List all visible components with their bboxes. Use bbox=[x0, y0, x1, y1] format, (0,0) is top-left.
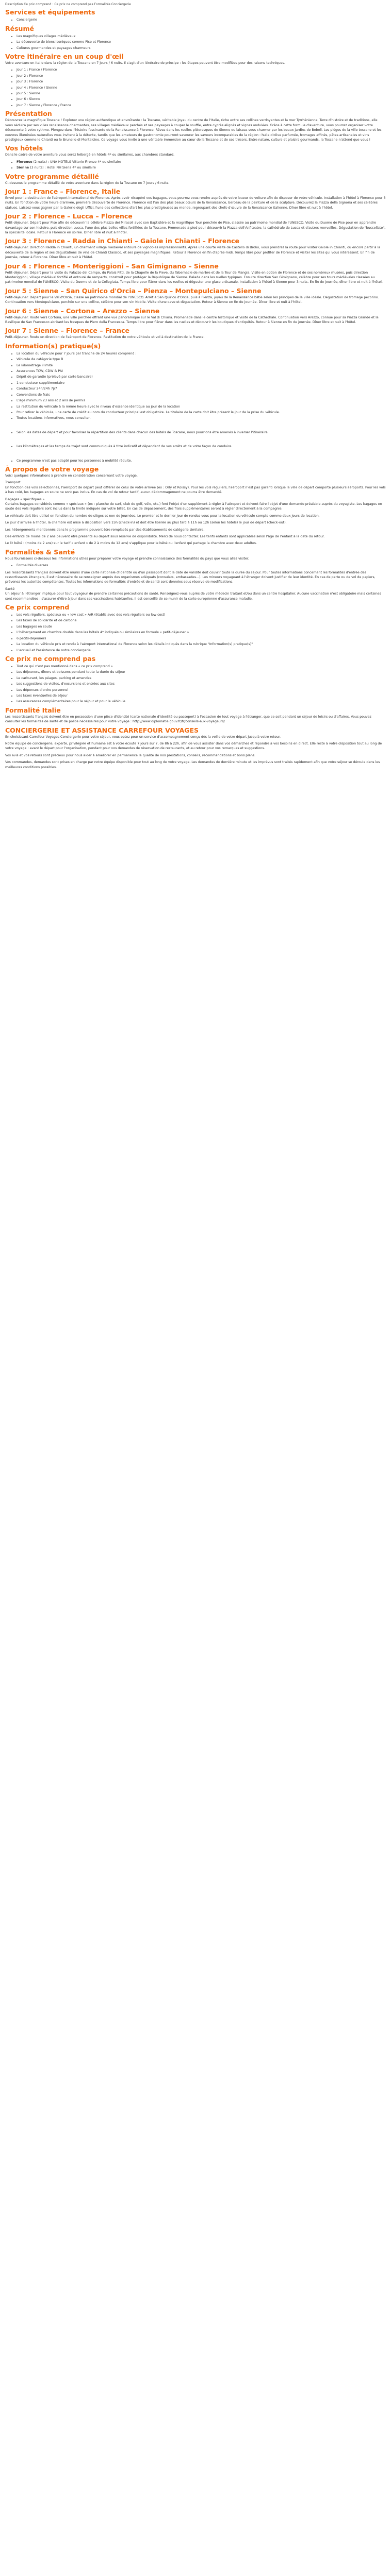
list-item: • La location du véhicule pour 7 jours par tranche de 24 heures comprend : bbox=[17, 351, 386, 356]
child-text: Le lit bébé : (moins de 2 ans) sur le tarif « enfant » de 2 à moins de 12 ans) s'applique pour le bébé ou l'enfant qui partage la chambre avec deux adultes. bbox=[5, 541, 257, 546]
list-item: • Jour 1 : France / Florence bbox=[17, 67, 386, 72]
list-item: • La découverte de biens iconiques comme Pise et Florence bbox=[17, 40, 386, 44]
list-item: • Les vols réguliers, spéciaux ou « low cost » A/R (établis avec des vols réguliers ou low cost) bbox=[17, 613, 386, 617]
formalites-text: Les ressortissants français doivent être munis d'une carte nationale d'identité ou d'un passeport dont la date de validité doit couvrir toute la durée du séjour. Pour toutes informations concernant les formalités d'entrée des ressortissants étrangers, il est nécessaire de se renseigner auprès des organismes adéquats (consulats, ambassades...). Les mineurs voyageant à l'étranger doivent justifier de leur identité. En cas de perte ou de vol de papiers, prévenez les autorités compétentes. Toutes les informations de formalités d'entrée et de santé sont données sous réserve de modifications. bbox=[5, 570, 376, 584]
resume-list bbox=[5, 34, 386, 50]
formalites-list bbox=[5, 563, 386, 568]
list-item: • Cultures gourmandes et paysages charmeurs bbox=[17, 46, 386, 50]
page bbox=[0, 0, 391, 782]
itinerary-title: Votre itinéraire en un coup d'œil bbox=[5, 53, 124, 61]
list-item: • Les déjeuners, dîners et boissons pendant toute la durée du séjour bbox=[17, 670, 386, 674]
list-item: • Les bagages en soute bbox=[17, 624, 386, 629]
list-item: • Les taxes éventuelles de séjour bbox=[17, 693, 386, 698]
apropos-intro: Voici quelques informations à prendre en considération concernant votre voyage. bbox=[5, 473, 138, 478]
hotel-text: Le jour d'arrivée à l'hôtel, la chambre est mise à disposition vers 15h (check-in) et doit être libérée au plus tard à 11h ou 12h (selon les hôtels) le jour de départ (check-out). bbox=[5, 521, 287, 525]
list-item: • Le kilométrage illimité bbox=[17, 363, 386, 368]
services-title: Services et équipements bbox=[5, 8, 95, 16]
itinerary-list bbox=[5, 67, 386, 108]
hotels-list bbox=[5, 160, 386, 171]
list-item: • L'hébergement en chambre double dans les hôtels 4* indiqués ou similaires en formule « petit-déjeuner » bbox=[17, 630, 386, 635]
day-title: Jour 2 : Florence – Lucca – Florence bbox=[5, 212, 133, 221]
list-item: • Toutes locations informatives, nous consulter. bbox=[17, 416, 386, 420]
list-item: • Le carburant, les péages, parking et amendes bbox=[17, 676, 386, 681]
header-description: Description Ce prix comprend : Ce prix ne comprend pas Formalités Conciergerie bbox=[5, 3, 131, 6]
presentation-text: Découvrez la magnifique Toscane ! Explorez une région authentique et envoûtante : la Toscane, véritable joyau du centre de l'Italie, riche entre ses collines verdoyantes et la mer Tyrrhénienne. Terre d'histoire et de traditions, elle vous séduira par ses villes renaissance charmantes, ses villages médiévaux perchés et ses paysages à couper le souffle, entre cyprès alignés et vignes ondulées. Grâce à cette formule d'aventure, vous pourrez organiser votre découverte à votre rythme. Plongez dans l'histoire fascinante de la Renaissance à Florence. Rêvez dans les ruelles pittoresques de Sienne ou laissez-vous charmer par les beaux jardins de Boboli. Les pièges de la ville toscane et les oeuvres illuminées naturelles vous invitent à la détente, tandis que les amateurs de gastronomie pourront savourer les saveurs incomparables de la région : huile d'olive parfumée, fromages affinés, pâtes artisanales et vins prestigieux comme le Chianti ou le Brunello di Montalcino. Ce voyage vous invite à une véritable immersion au cœur de la Toscane et de ses trésors. Entre nature, culture et plaisirs gourmands, la Toscane n'attend que vous ! bbox=[5, 118, 382, 142]
day-text: Envol pour la destination de l'aéroport international de Florence. Après avoir récupéré vos bagages, vous pourrez vous rendre auprès de votre loueur de voiture afin de disposer de votre véhicule. Installation à l'hôtel à Florence pour 3 nuits. En fonction de votre heure d'arrivée, première découverte de Florence. Florence est l'un des plus beaux cœurs de la Renaissance, berceau de la peinture et de la sculpture. Découvrez la Piazza della Signoria et ses célèbres statues. Laissez-vous gagner par la Galerie degli Uffizi, l'une des collections d'art les plus prestigieuses au monde, regroupant des chefs-d'œuvre de la Renaissance italienne. Dîner libre et nuit à l'hôtel. bbox=[5, 196, 386, 210]
list-item: • Formalités diverses bbox=[17, 563, 386, 568]
day-text: Petit-déjeuner. Départ pour Pise afin de découvrir la célèbre Piazza dei Miracoli avec son Baptistère et la magnifique Tour penchée de Pise, classée au patrimoine mondial de l'UNESCO. Visite du Duomo de Pise pour en apprendre davantage sur son histoire, puis direction Lucca, l'une des plus belles villes fortifiées de la Toscane. Promenade à pied pour découvrir la Piazza dell'Anfiteatro, la cathédrale de Lucca et d'autres merveilles. Dégustation de "buccellato", la spécialité locale. Retour à Florence en soirée. Dîner libre et nuit à l'hôtel. bbox=[5, 221, 386, 234]
services-list bbox=[5, 18, 386, 22]
day-title: Jour 1 : France – Florence, Italie bbox=[5, 187, 121, 195]
list-item bbox=[17, 160, 386, 164]
day-text: Petit-déjeuner. Départ pour le Val d'Orcia, classé au patrimoine mondial de l'UNESCO. Arrêt à San Quirico d'Orcia, puis à Pienza, joyau de la Renaissance bâtie selon les principes de la ville idéale. Dégustation de fromage pecorino. Continuation vers Montepulciano, perchée sur une colline, célèbre pour son vin Nobile. Visite d'une cave et dégustation. Retour à Sienne en fin de journée. Dîner libre et nuit à l'hôtel. bbox=[5, 295, 379, 304]
info-list-3 bbox=[5, 444, 386, 449]
formalites-title: Formalités & Santé bbox=[5, 548, 75, 556]
info-list bbox=[5, 351, 386, 421]
list-item: • Jour 4 : Florence / Sienne bbox=[17, 86, 386, 90]
prix-ne-comprend-title: Ce prix ne comprend pas bbox=[5, 654, 96, 663]
list-item: • Jour 6 : Sienne bbox=[17, 97, 386, 101]
list-item: • Jour 7 : Sienne / Florence / France bbox=[17, 103, 386, 108]
hotel-city: Florence bbox=[17, 160, 32, 164]
list-item: • La location du véhicule pris et rendu à l'aéroport international de Florence selon les détails indiqués dans la rubrique "Information(s) pratique(s)" bbox=[17, 642, 386, 647]
apropos-title: À propos de votre voyage bbox=[5, 465, 99, 473]
day-title: Jour 3 : Florence – Radda in Chianti – Gaiole in Chianti – Florence bbox=[5, 237, 239, 245]
formalites-intro: Nous fournissons ci-dessous les informations utiles pour préparer votre voyage et prendre connaissance des formalités du pays que vous allez visiter. bbox=[5, 556, 249, 561]
list-item: • 6 petits-déjeuners bbox=[17, 636, 386, 641]
day-text: Petit-déjeuner. Direction Radda in Chianti, un charmant village médiéval entouré de vignobles impressionnants. Après une courte visite de Castello di Brolio, vous prendrez la route pour visiter Gaiole in Chianti, ou encore partir à la découverte de la région et ses dégustations de vins de Chianti Classico, et ses paysages magnifiques. Retour à Florence en fin d'après-midi. Temps libre pour profiter de Florence et visiter les sites qui vous intéressent. En fin de journée, retour à Florence. Dîner libre et nuit à l'hôtel. bbox=[5, 246, 381, 260]
conciergerie-text-4: Vos commandes, demandes sont prises en charge par notre équipe disponible pour tout au long de votre voyage. Les demandes de dernière minute et les imprévus sont traités rapidement afin que votre séjour se déroule dans les meilleures conditions possibles. bbox=[5, 760, 380, 769]
list-item bbox=[17, 165, 386, 170]
hotel-detail: (3 nuits) : Hotel NH Siena 4* ou similaire bbox=[29, 166, 96, 170]
day-text: Petit-déjeuner. Route en direction de l'aéroport de Florence. Restitution de votre véhicule et vol à destination de la France. bbox=[5, 335, 205, 340]
list-item: • La restitution du véhicule à la même heure avec le niveau d'essence identique au jour de la location bbox=[17, 404, 386, 409]
transport-text: En fonction des vols sélectionnés, l'aéroport de départ peut différer de celui de votre arrivée (ex : Orly et Roissy). Pour les vols réguliers, l'aéroport n'est pas garanti lorsque la ville de départ comporte plusieurs aéroports. Pour les vols à bas coût, les bagages en soute ne sont pas inclus. En cas de vol de retour tardif, aucun dédommagement ne pourra être demandé. bbox=[5, 485, 386, 495]
sante-text: Un séjour à l'étranger implique pour tout voyageur de prendre certaines précautions de santé. Renseignez-vous auprès de votre médecin traitant et/ou dans un centre hospitalier. Aucune vaccination n'est obligatoire mais certaines sont recommandées : s'assurer d'être à jour dans ses vaccinations habituelles. Il est conseillé de se munir de la carte européenne d'assurance maladie. bbox=[5, 592, 381, 601]
list-item: • Conducteur 24h/24h 7j/7 bbox=[17, 386, 386, 391]
presentation-title: Présentation bbox=[5, 110, 52, 118]
list-item: • Les magnifiques villages médiévaux bbox=[17, 34, 386, 39]
list-item: • Conciergerie bbox=[17, 18, 386, 22]
list-item: • Pour retirer le véhicule, une carte de crédit au nom du conducteur principal est obligatoire. Le titulaire de la carte doit être présent le jour de la prise du véhicule. bbox=[17, 410, 386, 415]
programme-title: Votre programme détaillé bbox=[5, 172, 99, 180]
list-item: • Les assurances complémentaires pour le séjour et pour le véhicule bbox=[17, 699, 386, 704]
baggage-label: Bagages « spécifiques » bbox=[5, 497, 45, 501]
list-item: • Jour 2 : Florence bbox=[17, 74, 386, 78]
day-title: Jour 5 : Sienne – San Quirico d'Orcia – Pienza – Montepulciano – Sienne bbox=[5, 286, 262, 295]
vehicle-text: Le véhicule doit être utilisé en fonction du nombre de sièges et non de journées. Le premier et le dernier jour de rendez-vous pour la location du véhicule compte comme deux jours de location. bbox=[5, 514, 320, 518]
prix-comprend-title: Ce prix comprend bbox=[5, 603, 70, 612]
resume-title: Résumé bbox=[5, 24, 34, 32]
prix-ne-comprend-list bbox=[5, 664, 386, 704]
list-item: • Les suggestions de visites, d'excursions et entrées aux sites bbox=[17, 682, 386, 686]
conditions-text: Les hébergements mentionnés dans le programme peuvent être remplacés par des établissements de catégorie similaire. bbox=[5, 528, 205, 532]
transport-label: Transport bbox=[5, 481, 21, 485]
itinerary-intro: Votre aventure en Italie dans la région de la Toscane en 7 jours / 6 nuits. Il s'agit d'un itinéraire de principe : les étapes peuvent être modifiées pour des raisons techniques. bbox=[5, 61, 285, 65]
day-text: Petit-déjeuner. Départ pour la visite du Palazzo del Campo, du Palais Pitti, de la Chapelle de la Pieve, du Tabernacle de marbre et de la Tour de Mangia. Visite en option de Florence et de ses nombreux musées, puis direction Monteriggioni, village médiéval fortifié et entouré de remparts, construit pour protéger la République de Sienne. Balade dans les ruelles typiques. Ensuite direction San Gimignano, célèbre pour ses tours médiévales classées au patrimoine mondial de l'UNESCO. Visite du Duomo et de la Collegiata. Temps libre pour flâner dans les ruelles et déguster une glace artisanale. Installation à l'hôtel à Sienne pour 3 nuits. En fin de journée, dîner libre et nuit à l'hôtel. bbox=[5, 270, 383, 284]
day-title: Jour 4 : Florence – Monteriggioni – San Gimignano – Sienne bbox=[5, 262, 219, 270]
conciergerie-text-1: En choisissant Carrefour Voyages Conciergerie pour votre séjour, vous optez pour un service d'accompagnement conçu dès la veille de votre départ jusqu'à votre retour. bbox=[5, 735, 281, 739]
prix-comprend-list bbox=[5, 613, 386, 653]
day-text: Petit-déjeuner. Route vers Cortona, une ville perchée offrant une vue panoramique sur le Val di Chiana. Promenade dans le centre historique et visite de la Cathédrale. Continuation vers Arezzo, connue pour sa Piazza Grande et la Basilique de San Francesco abritant les fresques de Piero della Francesca. Temps libre pour flâner dans les ruelles et découvrir les boutiques d'antiquités. Retour à Sienne en fin de journée. Dîner libre et nuit à l'hôtel. bbox=[5, 315, 379, 325]
list-item: • Assurances TCW, CDW & PAI bbox=[17, 369, 386, 374]
list-item: • 1 conducteur supplémentaire bbox=[17, 381, 386, 385]
baggage-text: Certains bagages considérés comme « spéciaux » (ex : planche de surf, club de golf, vélo, etc.) font l'objet d'un supplément à régler à l'aéroport et doivent faire l'objet d'une demande préalable auprès du voyagiste. Les bagages en soute des vols réguliers sont inclus dans la limite indiquée sur votre billet. En cas de dépassement, des frais supplémentaires seront à régler directement à la compagnie. bbox=[5, 502, 382, 511]
info-title: Information(s) pratique(s) bbox=[5, 342, 101, 350]
formalite-italie-text: Les ressortissants français doivent être en possession d'une pièce d'identité (carte nationale d'identité ou passeport) à l'occasion de tout voyage à l'étranger, que ce soit pendant un séjour de loisirs ou d'affaires. Vous pouvez consulter les formalités de santé et de police nécessaires pour votre voyage : http://www.diplomatie.gouv.fr/fr/conseils-aux-voyageurs/ bbox=[5, 715, 371, 724]
info-list-2 bbox=[5, 430, 386, 435]
list-item: • Conventions de frais bbox=[17, 393, 386, 397]
list-item: • Dépôt de garantie (prélevé par carte bancaire) bbox=[17, 375, 386, 379]
info-list-4 bbox=[5, 459, 386, 463]
hotels-intro: Dans le cadre de votre aventure vous serez hébergé en hôtels 4* ou similaires, aux chambres standard. bbox=[5, 153, 174, 157]
conciergerie-title: CONCIERGERIE ET ASSISTANCE CARREFOUR VOYAGES bbox=[5, 726, 199, 734]
list-item: • Les taxes de solidarité et de carbone bbox=[17, 618, 386, 623]
hotels-title: Vos hôtels bbox=[5, 144, 43, 152]
day-title: Jour 6 : Sienne – Cortona – Arezzo – Sienne bbox=[5, 307, 160, 315]
list-item: • L'âge minimum 23 ans et 2 ans de permis bbox=[17, 398, 386, 403]
conciergerie-text-3: Vos avis et vos retours sont précieux pour nous aider à améliorer en permanence la qualité de nos prestations, conseils, recommandations et bons plans. bbox=[5, 753, 256, 757]
formalite-italie-title: Formalité Italie bbox=[5, 706, 61, 714]
list-item: • Jour 3 : Florence bbox=[17, 79, 386, 84]
list-item: • Les dépenses d'ordre personnel bbox=[17, 688, 386, 692]
hotel-city: Sienne bbox=[17, 166, 29, 170]
hotel-detail: (2 nuits) : UNA HOTELS Vittorio Firenze 4* ou similaire bbox=[32, 160, 121, 164]
conciergerie-text-2: Notre équipe de conciergerie, experte, privilégiée et humaine est à votre écoute 7 jours sur 7, de 8h à 22h, afin de vous assister dans vos démarches et répondre à vos besoins en direct. Elle reste à votre disposition tout au long de votre voyage : avant le départ pour l'organisation, pendant pour vos demandes de réservation de restaurants, et au retour pour vos remarques et suggestions. bbox=[5, 741, 382, 751]
list-item: • L'accueil et l'assistance de notre conciergerie bbox=[17, 648, 386, 653]
day-title: Jour 7 : Sienne – Florence – France bbox=[5, 327, 129, 335]
list-item: • Véhicule de catégorie type B bbox=[17, 357, 386, 362]
list-item: • Selon les dates de départ et pour favoriser la répartition des clients dans chacun des hôtels de Toscane, nous pourrions être amenés à inverser l'itinéraire. bbox=[17, 430, 386, 435]
list-item: • Ce programme n'est pas adapté pour les personnes à mobilité réduite. bbox=[17, 459, 386, 463]
ages-text: Des enfants de moins de 2 ans peuvent être présents au départ sous réserve de disponibilité. Merci de nous contacter. Les tarifs enfants sont applicables selon l'âge de l'enfant à la date du retour. bbox=[5, 535, 325, 538]
list-item: • Tout ce qui n'est pas mentionné dans « ce prix comprend » bbox=[17, 664, 386, 669]
list-item: • Jour 5 : Sienne bbox=[17, 91, 386, 96]
sante-label: Santé bbox=[5, 587, 15, 591]
list-item: • Les kilométrages et les temps de trajet sont communiqués à titre indicatif et dépendent de vos arrêts et de votre façon de conduire. bbox=[17, 444, 386, 449]
programme-intro: Ci-dessous le programme détaillé de votre aventure dans la région de la Toscane en 7 jours / 6 nuits. bbox=[5, 181, 170, 185]
